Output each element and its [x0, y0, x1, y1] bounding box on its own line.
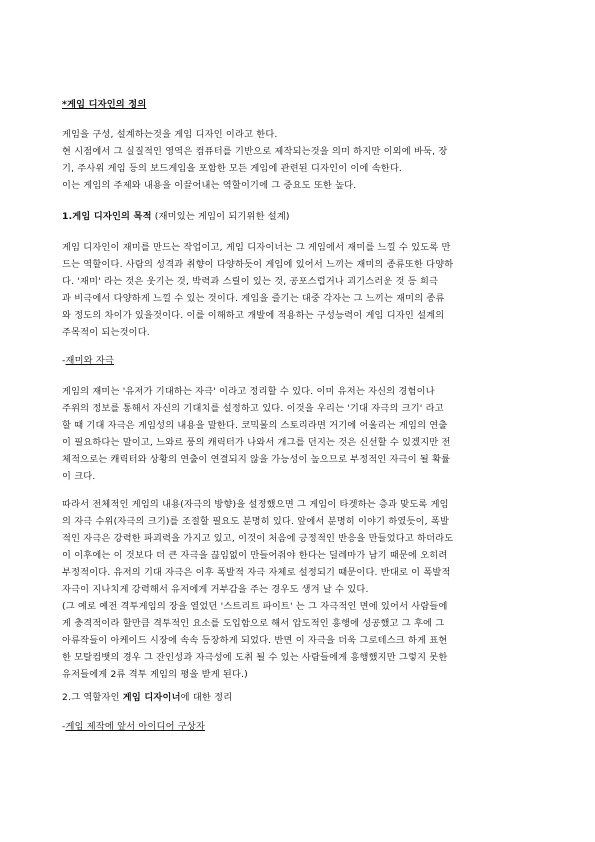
para3-line: (그 예로 예전 격투게임의 장을 열었던 '스트리트 파이트' 는 그 자극적인 면에 있어서 사람들에 [62, 601, 448, 612]
para3-line: 의 자극 수위(자극의 크기)를 조절할 필요도 분명히 있다. 앞에서 분명히 이야기 하였듯이, 폭발 [62, 516, 450, 527]
para3-line: 게 충격적이라 할만큼 격투적인 요소를 도입함으로 해서 압도적인 흥행에 성공했고 그 후에 그 [62, 618, 445, 629]
intro-line: 현 시점에서 그 실질적인 영역은 컴퓨터를 기반으로 제작되는것을 의미 하지만 이외에 바둑, 장 [62, 146, 448, 157]
heading-text: 게임 디자인의 정의 [67, 99, 147, 110]
para2-line: 할 때 기대 자극은 게임성의 내용을 말한다. 코믹물의 스토리라면 거기에 어울리는 게임의 연출 [62, 420, 448, 431]
subheading-title: 재미와 자극 [65, 355, 115, 366]
para3-line: 아류작들이 아케이드 시장에 속속 등장하게 되었다. 반면 이 자극을 더욱 그로테스크 하게 표현 [62, 635, 448, 646]
intro-line: 이는 게임의 주제와 내용을 이끌어내는 역할이기에 그 중요도 또한 높다. [62, 180, 357, 191]
para2-line: 이 크다. [62, 471, 96, 482]
heading-prefix: * [62, 99, 68, 110]
para2-line: 이 필요하다는 말이고, 느와르 풍의 캐릭터가 나와서 개그를 던지는 것은 신선할 수 있겠지만 전 [62, 437, 451, 448]
section1-line: 드는 역할이다. 사람의 성격과 취향이 다양하듯이 게임에 있어서 느끼는 재미의 종류또한 다양하 [62, 259, 454, 270]
subheading-idea-planner [62, 718, 205, 732]
intro-line: 게임을 구성, 설계하는것을 게임 디자인 이라고 한다. [62, 129, 278, 140]
section1-title: 1.게임 디자인의 목적 [62, 211, 152, 222]
para3-line: 적인 자극은 강력한 파괴력을 가지고 있고, 이것이 처음에 긍정적인 반응을 만들었다고 하더라도 [62, 533, 454, 544]
subheading-dash: - [62, 721, 66, 732]
section1-subtitle: (재미있는 게임이 되기위한 설계) [151, 211, 290, 222]
para3-line: 이 이후에는 이 것보다 더 큰 자극을 끊임없이 만들어줘야 한다는 딜레마가 남기 때문에 오히려 [62, 550, 448, 561]
para3-line: 부정적이다. 유저의 기대 자극은 이후 폭발적 자극 자체로 설정되기 때문이다. 반대로 이 폭발적 [62, 567, 451, 578]
section1-line: 주목적이 되는것이다. [62, 327, 150, 338]
section1-line: 게임 디자인이 재미를 만드는 작업이고, 게임 디자이너는 그 게임에서 재미를 느낄 수 있도록 만 [62, 242, 451, 253]
para3-line: 따라서 전체적인 게임의 내용(자극의 방향)을 설정했으면 그 게임이 타겟하는 층과 맞도록 게임 [62, 499, 449, 510]
section2-prefix: 2.그 역할자인 [62, 692, 123, 703]
section2-bold: 게임 디자이너 [122, 692, 181, 703]
section2-heading [62, 689, 232, 703]
para3-line: 유저들에게 2류 격투 게임의 평을 받게 된다.) [62, 669, 248, 680]
para3-line: 자극이 지나치게 강력해서 유저에게 거부감을 주는 경우도 생겨 날 수 있다. [62, 584, 369, 595]
intro-line: 기, 주사위 게임 등의 보드게임을 포함한 모든 게임에 관련된 디자인이 이에 속한다. [62, 163, 403, 174]
subheading-title: 게임 제작에 앞서 아이디어 구상자 [65, 721, 206, 732]
para2-line: 체적으로는 캐릭터와 상황의 연출이 연결되지 않을 가능성이 높으므로 부정적인 자극이 될 확률 [62, 454, 451, 465]
section1-line: 와 정도의 차이가 있을것이다. 이를 이해하고 개발에 적용하는 구성능력이 게임 디자인 설계의 [62, 310, 445, 321]
section1-line: 다. '재미' 라는 것은 웃기는 것, 박력과 스릴이 있는 것, 공포스럽거나 괴기스러운 것 등 희극 [62, 276, 439, 287]
section1-line: 과 비극에서 다양하게 느낄 수 있는 것이다. 게임을 즐기는 대중 각자는 그 느끼는 재미의 종류 [62, 293, 445, 304]
subheading-dash: - [62, 355, 66, 366]
para2-line: 주위의 정보를 통해서 자신의 기대치를 설정하고 있다. 이것을 우리는 '기대 자극의 크기' 라고 [62, 403, 444, 414]
para3-line: 한 모탈컴뱃의 경우 그 잔인성과 자극성에 도취 될 수 있는 사람들에게 흥행했지만 그렇지 못한 [62, 652, 448, 663]
subheading-fun-stimulus [62, 352, 114, 366]
section1-heading [62, 208, 290, 222]
section2-suffix: 에 대한 정리 [180, 692, 233, 703]
para2-line: 게임의 재미는 '유저가 기대하는 자극' 이라고 정리할 수 있다. 이미 유저는 자신의 경험이나 [62, 386, 435, 397]
main-heading [62, 96, 146, 110]
